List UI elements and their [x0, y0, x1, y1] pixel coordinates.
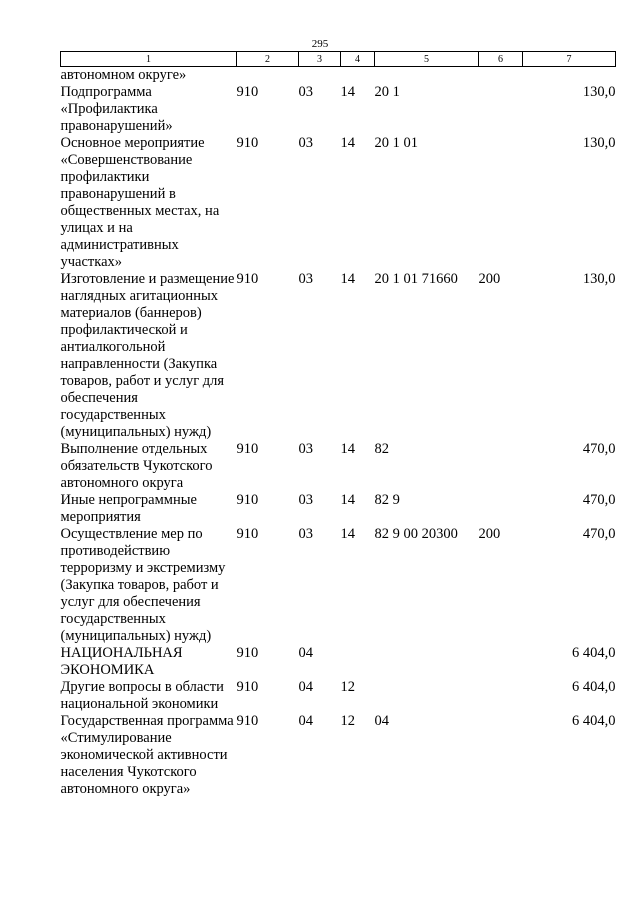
table-row [61, 492, 616, 526]
row-section [299, 67, 341, 85]
row-subsection: 14 [340, 492, 355, 508]
header-col-1: 1 [61, 52, 237, 67]
row-subsection: 12 [340, 713, 355, 729]
page-number: 295 [311, 38, 329, 50]
row-name: НАЦИОНАЛЬНАЯ ЭКОНОМИКА [60, 645, 183, 678]
row-expense-type [479, 679, 523, 713]
row-amount: 470,0 [582, 492, 616, 508]
row-name: Подпрограмма «Профилактика правонарушений» [60, 84, 173, 134]
row-subsection: 12 [340, 679, 355, 695]
row-name: Иные непрограммные мероприятия [60, 492, 197, 525]
row-section: 04 [298, 645, 313, 661]
row-target-article: 04 [374, 713, 389, 729]
table-row [61, 526, 616, 645]
header-col-6: 6 [479, 52, 523, 67]
row-section: 03 [298, 84, 313, 100]
row-amount: 6 404,0 [572, 645, 616, 661]
table-row [61, 645, 616, 679]
row-subsection: 14 [340, 271, 355, 287]
row-expense-type [479, 67, 523, 85]
row-amount: 130,0 [582, 271, 616, 287]
row-expense-type: 200 [478, 271, 501, 287]
row-name: Основное мероприятие «Совершенствование профилактики правонарушений в общественных местах, на улицах и на административных участках» [60, 135, 220, 270]
row-section: 03 [298, 492, 313, 508]
row-expense-type [479, 492, 523, 526]
row-subsection: 14 [340, 84, 355, 100]
row-amount [523, 67, 616, 85]
row-section: 03 [298, 271, 313, 287]
row-amount: 6 404,0 [572, 713, 616, 729]
row-amount: 130,0 [582, 84, 616, 100]
row-target-article: 20 1 01 71660 [374, 271, 458, 287]
row-name: Изготовление и размещение наглядных агитационных материалов (баннеров) профилактической и антиалкогольной направленности (Закупка товаров, работ и услуг для обеспечения государственных (муниципальных) нужд) [60, 271, 235, 440]
row-ministry-code: 910 [236, 645, 259, 661]
row-section: 04 [298, 679, 313, 695]
row-expense-type [479, 84, 523, 135]
row-target-article: 20 1 01 [374, 135, 418, 151]
row-expense-type: 200 [478, 526, 501, 542]
row-amount: 130,0 [582, 135, 616, 151]
row-target-article [375, 67, 479, 85]
row-expense-type [479, 135, 523, 271]
row-expense-type [479, 645, 523, 679]
header-col-4: 4 [341, 52, 375, 67]
row-section: 03 [298, 135, 313, 151]
row-target-article [375, 645, 479, 679]
row-section: 03 [298, 441, 313, 457]
budget-table [60, 51, 616, 798]
table-row [61, 713, 616, 798]
header-col-2: 2 [237, 52, 299, 67]
row-target-article: 20 1 [374, 84, 400, 100]
row-ministry-code: 910 [236, 713, 259, 729]
row-ministry-code: 910 [236, 492, 259, 508]
header-col-3: 3 [299, 52, 341, 67]
table-row [61, 135, 616, 271]
row-ministry-code: 910 [236, 441, 259, 457]
row-amount: 470,0 [582, 441, 616, 457]
row-expense-type [479, 441, 523, 492]
row-target-article: 82 9 00 20300 [374, 526, 458, 542]
row-name: Государственная программа «Стимулирование экономической активности населения Чукотского автономного округа» [60, 713, 234, 797]
table-row [61, 84, 616, 135]
row-name: Другие вопросы в области национальной экономики [60, 679, 224, 712]
row-name: Осуществление мер по противодействию терроризму и экстремизму (Закупка товаров, работ и услуг для обеспечения государственных (муниципальных) нужд) [60, 526, 226, 644]
row-section: 03 [298, 526, 313, 542]
row-subsection: 14 [340, 135, 355, 151]
row-subsection [341, 67, 375, 85]
row-name: Выполнение отдельных обязательств Чукотского автономного округа [60, 441, 213, 491]
row-ministry-code: 910 [236, 271, 259, 287]
table-row [61, 271, 616, 441]
row-target-article: 82 [374, 441, 389, 457]
row-ministry-code: 910 [236, 135, 259, 151]
row-name: автономном округе» [60, 67, 187, 83]
row-ministry-code: 910 [236, 526, 259, 542]
header-col-7: 7 [523, 52, 616, 67]
table-row [61, 679, 616, 713]
row-amount: 6 404,0 [572, 679, 616, 695]
row-subsection [341, 645, 375, 679]
row-ministry-code: 910 [236, 84, 259, 100]
row-ministry-code: 910 [236, 679, 259, 695]
row-target-article [375, 679, 479, 713]
header-row [61, 52, 616, 67]
row-section: 04 [298, 713, 313, 729]
row-subsection: 14 [340, 441, 355, 457]
row-subsection: 14 [340, 526, 355, 542]
table-row [61, 441, 616, 492]
row-amount: 470,0 [582, 526, 616, 542]
row-ministry-code [237, 67, 299, 85]
header-col-5: 5 [375, 52, 479, 67]
table-row [61, 67, 616, 85]
row-expense-type [479, 713, 523, 798]
row-target-article: 82 9 [374, 492, 400, 508]
